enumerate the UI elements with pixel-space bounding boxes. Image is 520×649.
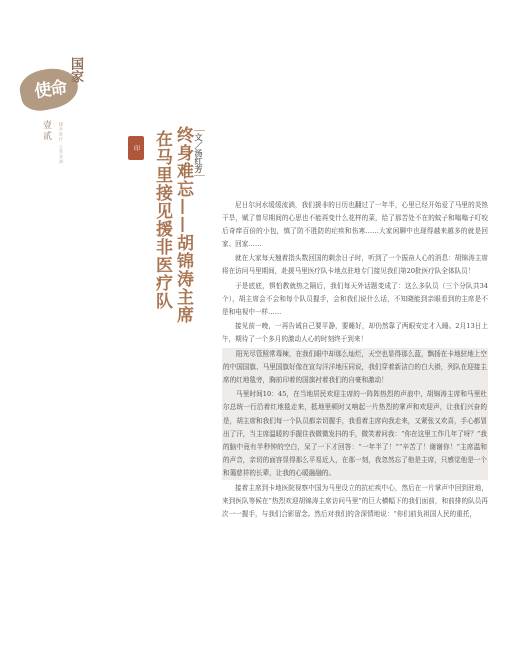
author-byline: 文／汤红芳 xyxy=(194,130,205,176)
highlighted-paragraph-block xyxy=(222,348,488,480)
red-seal-stamp xyxy=(128,136,144,160)
brand-main-text: 使命 xyxy=(33,77,68,103)
brand-side-text: 国家 xyxy=(68,57,83,83)
paragraph: 于是底底，惧怕教就热之隔后，我们每天外话题变成了：这么多队员（三个分队共34个），胡主席会不会和每个队员握手，会和我们说什么话，不知晓能到亲眼看到的主席是不是和电视中一样…… xyxy=(222,281,488,316)
paragraph: 接见前一晚，一再告诫自己要平静，要睡好，却仍然靠了两眼安定才入睡。2月13日上午，期待了一个多月的激动人心的时刻终于到来！ xyxy=(222,321,488,343)
paragraph: 马里时间10：45，在当地居民欢迎主席的一阵阵热烈的声浪中，胡锦涛主席和马里杜尔总统一行沿着红地毯走来，抵地里顿时又响起一片热烈的掌声和欢迎声，让我们兴奋的是，胡主席和我们每一个队员都亲切握手，我看着主席向我走来，又紧张又欢喜，手心都冒出了汗，当主席温暖的手握住我微微发抖的手，微笑着问我：“你在这里工作几年了呀？”我的脑中竟有半秒钟的空白，呆了一下才回答：“一年半了！”“辛苦了！谢谢你！”主席温和的声音，亲切的面容显得那么平易近人，在那一刻，我忽然忘了他是主席，只感觉他是一个和蔼慈祥的长辈，让我的心暖融融的。 xyxy=(223,390,487,477)
side-brand xyxy=(20,55,100,115)
paragraph: 接着主席到卡地医院视察中国为马里设立的抗疟疾中心，然后在一片掌声中回到驻地，来到医队等候在“热烈欢迎胡锦涛主席访问马里”的巨大横幅下的我们面前，和前排的队员再次一一握手，与我们合影留念。然后对我们的含深情地说：“你们前负祖国人民的重托， xyxy=(222,483,488,519)
article-body xyxy=(222,199,488,522)
article-title-line-1: 终身难忘——胡锦涛主席 xyxy=(173,126,193,324)
paragraph: 尼日尔河水缓缓流淌，我们援非的日历也翻过了一年半，心里已经开始爱了马里的炎热干旱，赋了曾尽期间的心思也不能再变什么花样的菜，给了那苦处不在的蚊子和嗡嗡子叮咬后奇痒百倍的小包，慎了防不胜防的疟疾和伤寒……大家闲聊中也现得越来越多的就是回家、回家…… xyxy=(222,201,488,249)
paragraph: 就在大家每天翘着指头数回国的剩余日子时，听到了一个振奋人心的消息：胡锦涛主席将在访问马里期间，赴援马里医疗队卡地点驻地专门接见我们第20批医疗队全体队员！ xyxy=(222,254,488,276)
seal-text: 印 xyxy=(132,145,140,151)
section-tag: 壹贰 xyxy=(41,120,51,142)
section-subtitle: 援外医疗·心系非洲 xyxy=(59,122,64,165)
paragraph: 阳光尽管照常毒辣，在我们眼中却那么灿烂，天空也显得那么蓝，飘扬在卡地驻地上空的中国国旗、马里国旗好像在宣勾洋洋地压同说，我们穿着新洁白的白大褂，列队在迎接主席的红地毯旁，胸前印着的国旗衬着我们的自豪和激动！ xyxy=(223,350,487,385)
article-title-line-2: 在马里接见援非医疗队 xyxy=(152,130,172,310)
